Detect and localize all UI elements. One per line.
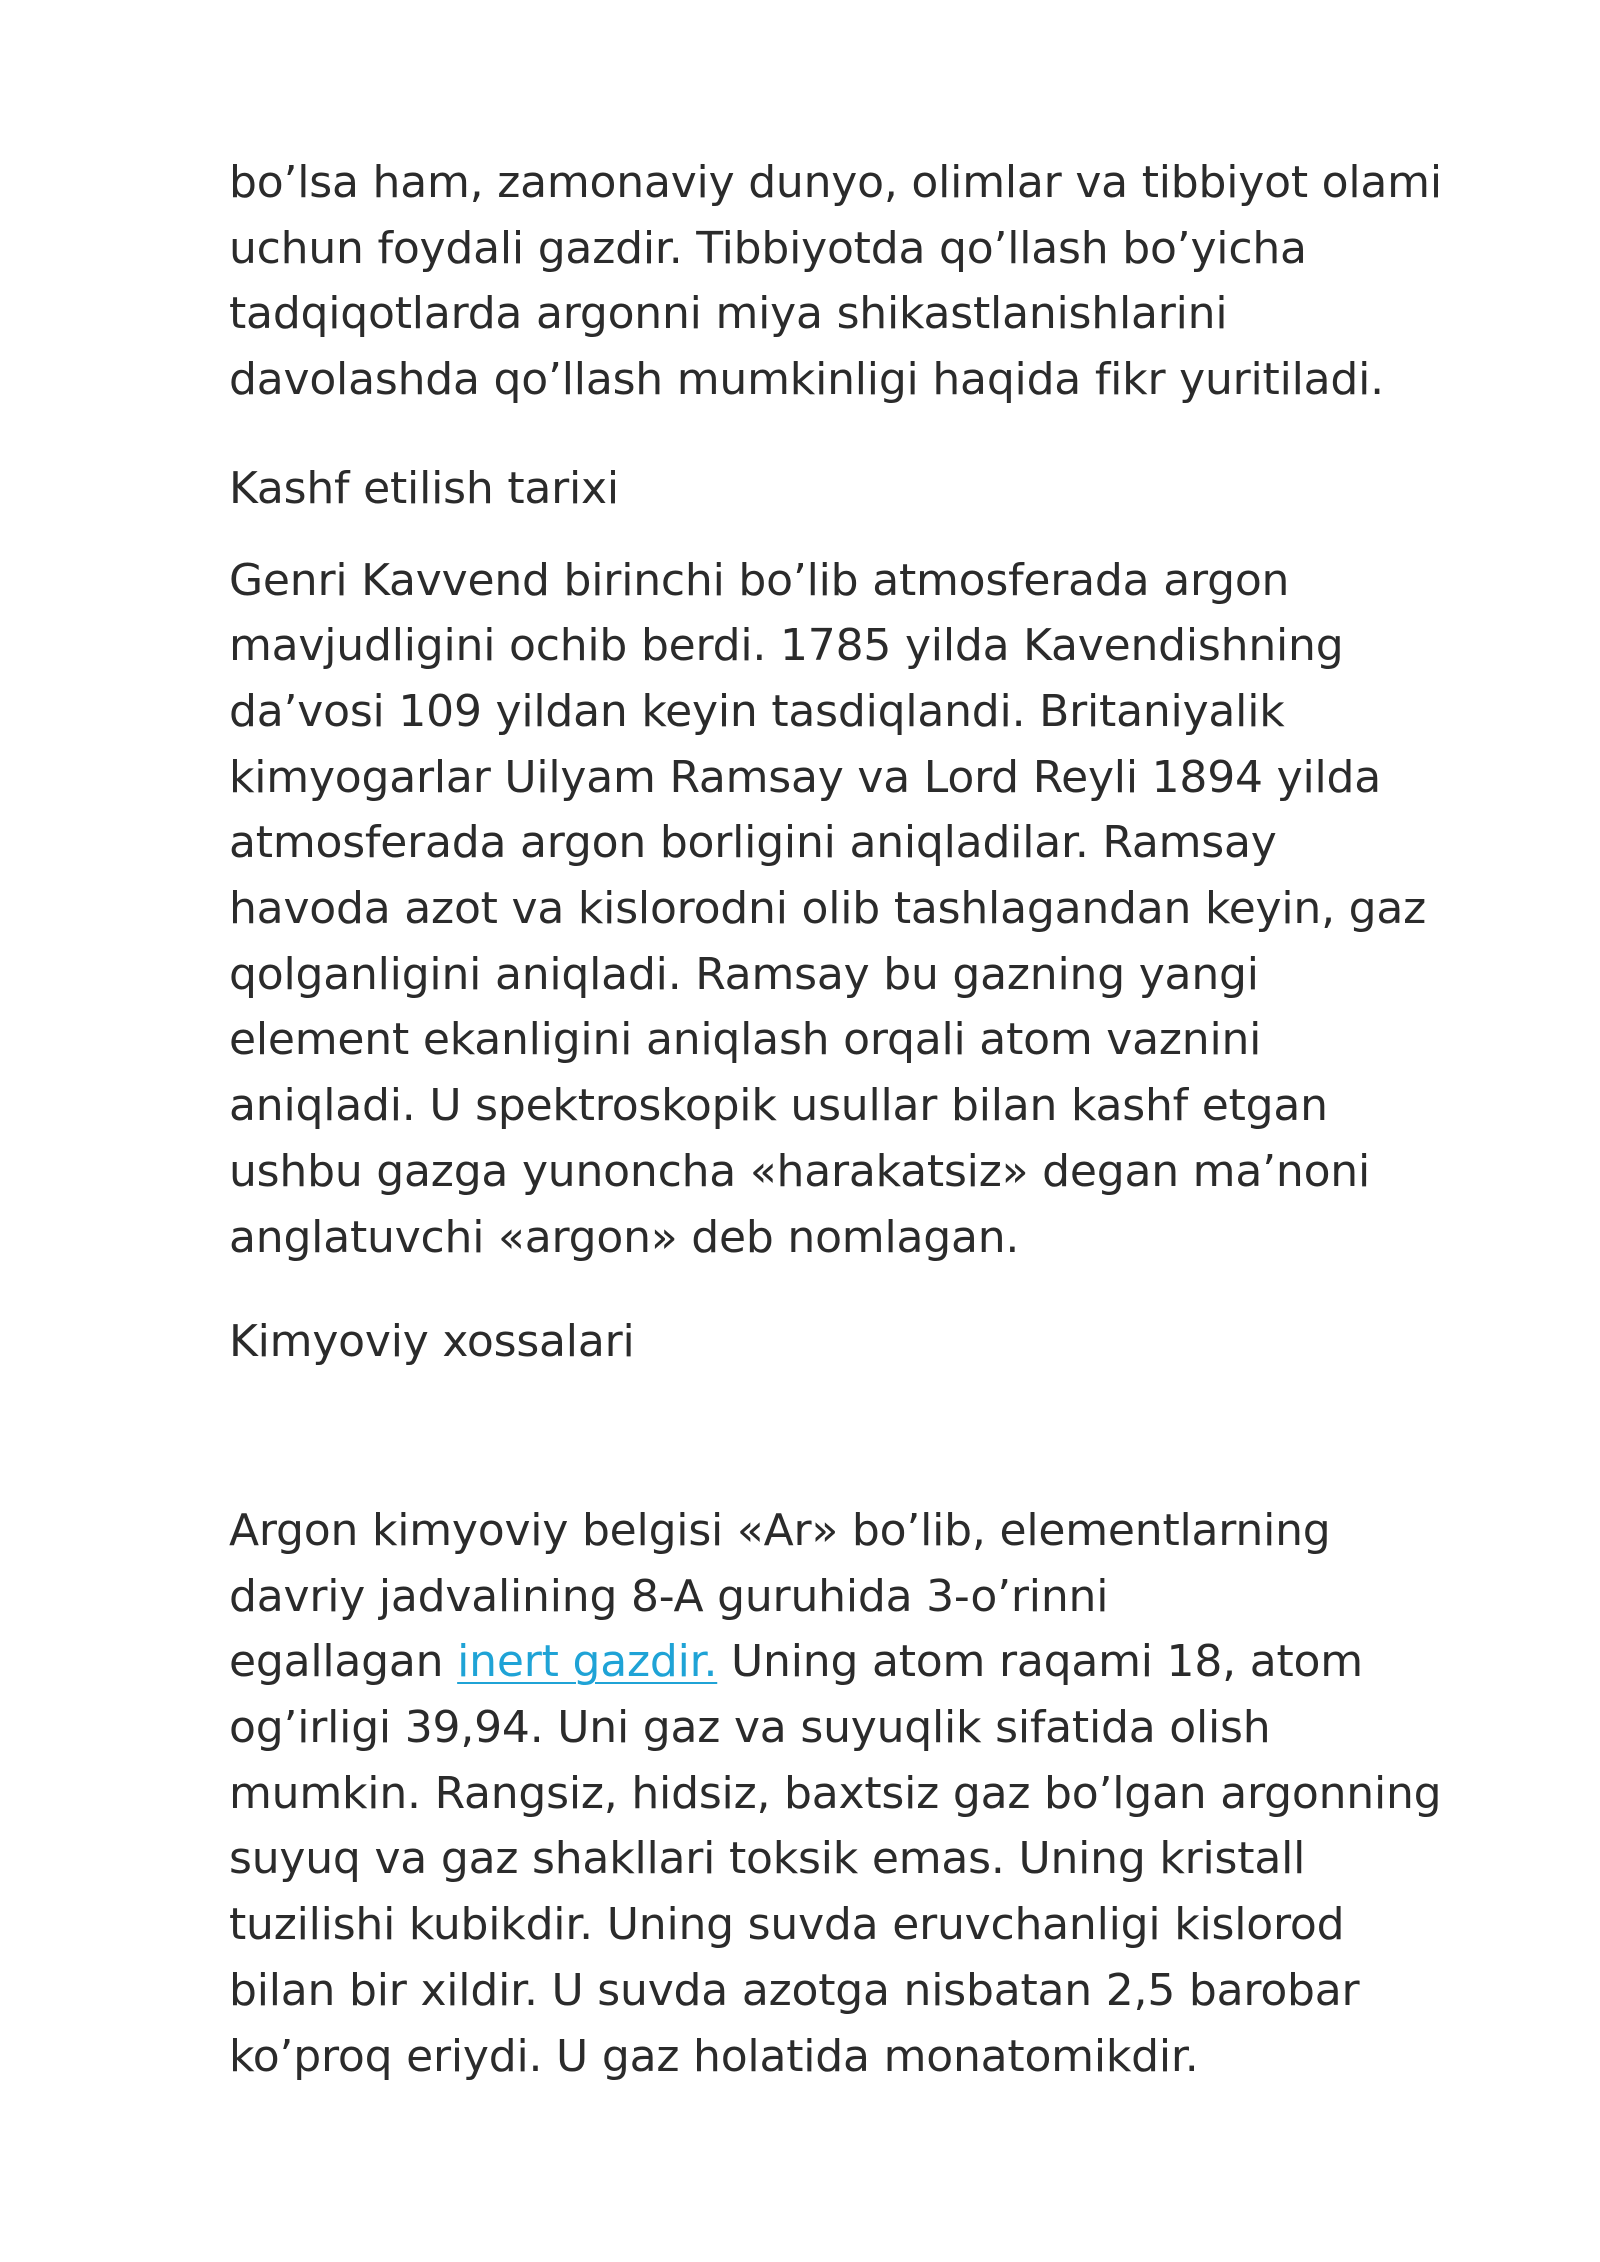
section-heading-history: Kashf etilish tarixi [229, 462, 619, 514]
section-heading-chemical-properties: Kimyoviy xossalari [229, 1316, 635, 1368]
paragraph-line: tadqiqotlarda argonni miya shikastlanishlarini [229, 288, 1228, 340]
paragraph-line: davolashda qo’llash mumkinligi haqida fikr yuritiladi. [229, 354, 1384, 406]
paragraph-line-end: Uning atom raqami 18, atom [717, 1636, 1363, 1688]
paragraph-line-start: egallagan [229, 1636, 458, 1688]
history-paragraph [229, 548, 1519, 1271]
paragraph-line: ushbu gazga yunoncha «harakatsiz» degan ma’noni [229, 1145, 1371, 1197]
paragraph-line: og’irligi 39,94. Uni gaz va suyuqlik sifatida olish [229, 1702, 1271, 1754]
chemical-properties-paragraph [229, 1498, 1519, 2089]
paragraph-line: suyuq va gaz shakllari toksik emas. Uning kristall [229, 1833, 1306, 1885]
paragraph-line: atmosferada argon borligini aniqladilar. Ramsay [229, 817, 1277, 869]
paragraph-line: uchun foydali gazdir. Tibbiyotda qo’llash bo’yicha [229, 222, 1307, 274]
paragraph-line: da’vosi 109 yildan keyin tasdiqlandi. Britaniyalik [229, 685, 1285, 737]
paragraph-line: havoda azot va kislorodni olib tashlagandan keyin, gaz [229, 883, 1427, 935]
paragraph-line: tuzilishi kubikdir. Uning suvda eruvchanligi kislorod [229, 1899, 1345, 1951]
paragraph-line: kimyogarlar Uilyam Ramsay va Lord Reyli 1894 yilda [229, 751, 1381, 803]
intro-paragraph [229, 150, 1519, 413]
article-body [229, 150, 1519, 2089]
paragraph-line: anglatuvchi «argon» deb nomlagan. [229, 1211, 1020, 1263]
inert-gas-link[interactable]: inert gazdir. [457, 1636, 718, 1688]
paragraph-line: qolganligini aniqladi. Ramsay bu gazning yangi [229, 948, 1259, 1000]
paragraph-line: bilan bir xildir. U suvda azotga nisbatan 2,5 barobar [229, 1964, 1360, 2016]
paragraph-line: aniqladi. U spektroskopik usullar bilan kashf etgan [229, 1080, 1328, 1132]
paragraph-line: Genri Kavvend birinchi bo’lib atmosferada argon [229, 554, 1290, 606]
paragraph-line: bo’lsa ham, zamonaviy dunyo, olimlar va tibbiyot olami [229, 157, 1442, 208]
paragraph-line: ko’proq eriydi. U gaz holatida monatomikdir. [229, 2030, 1199, 2082]
paragraph-line: element ekanligini aniqlash orqali atom vaznini [229, 1014, 1262, 1066]
paragraph-line: mavjudligini ochib berdi. 1785 yilda Kavendishning [229, 620, 1344, 672]
paragraph-line: Argon kimyoviy belgisi «Ar» bo’lib, elementlarning [229, 1504, 1331, 1556]
paragraph-line: davriy jadvalining 8-A guruhida 3-o’rinni [229, 1570, 1109, 1622]
paragraph-line: mumkin. Rangsiz, hidsiz, baxtsiz gaz bo’lgan argonning [229, 1767, 1442, 1819]
